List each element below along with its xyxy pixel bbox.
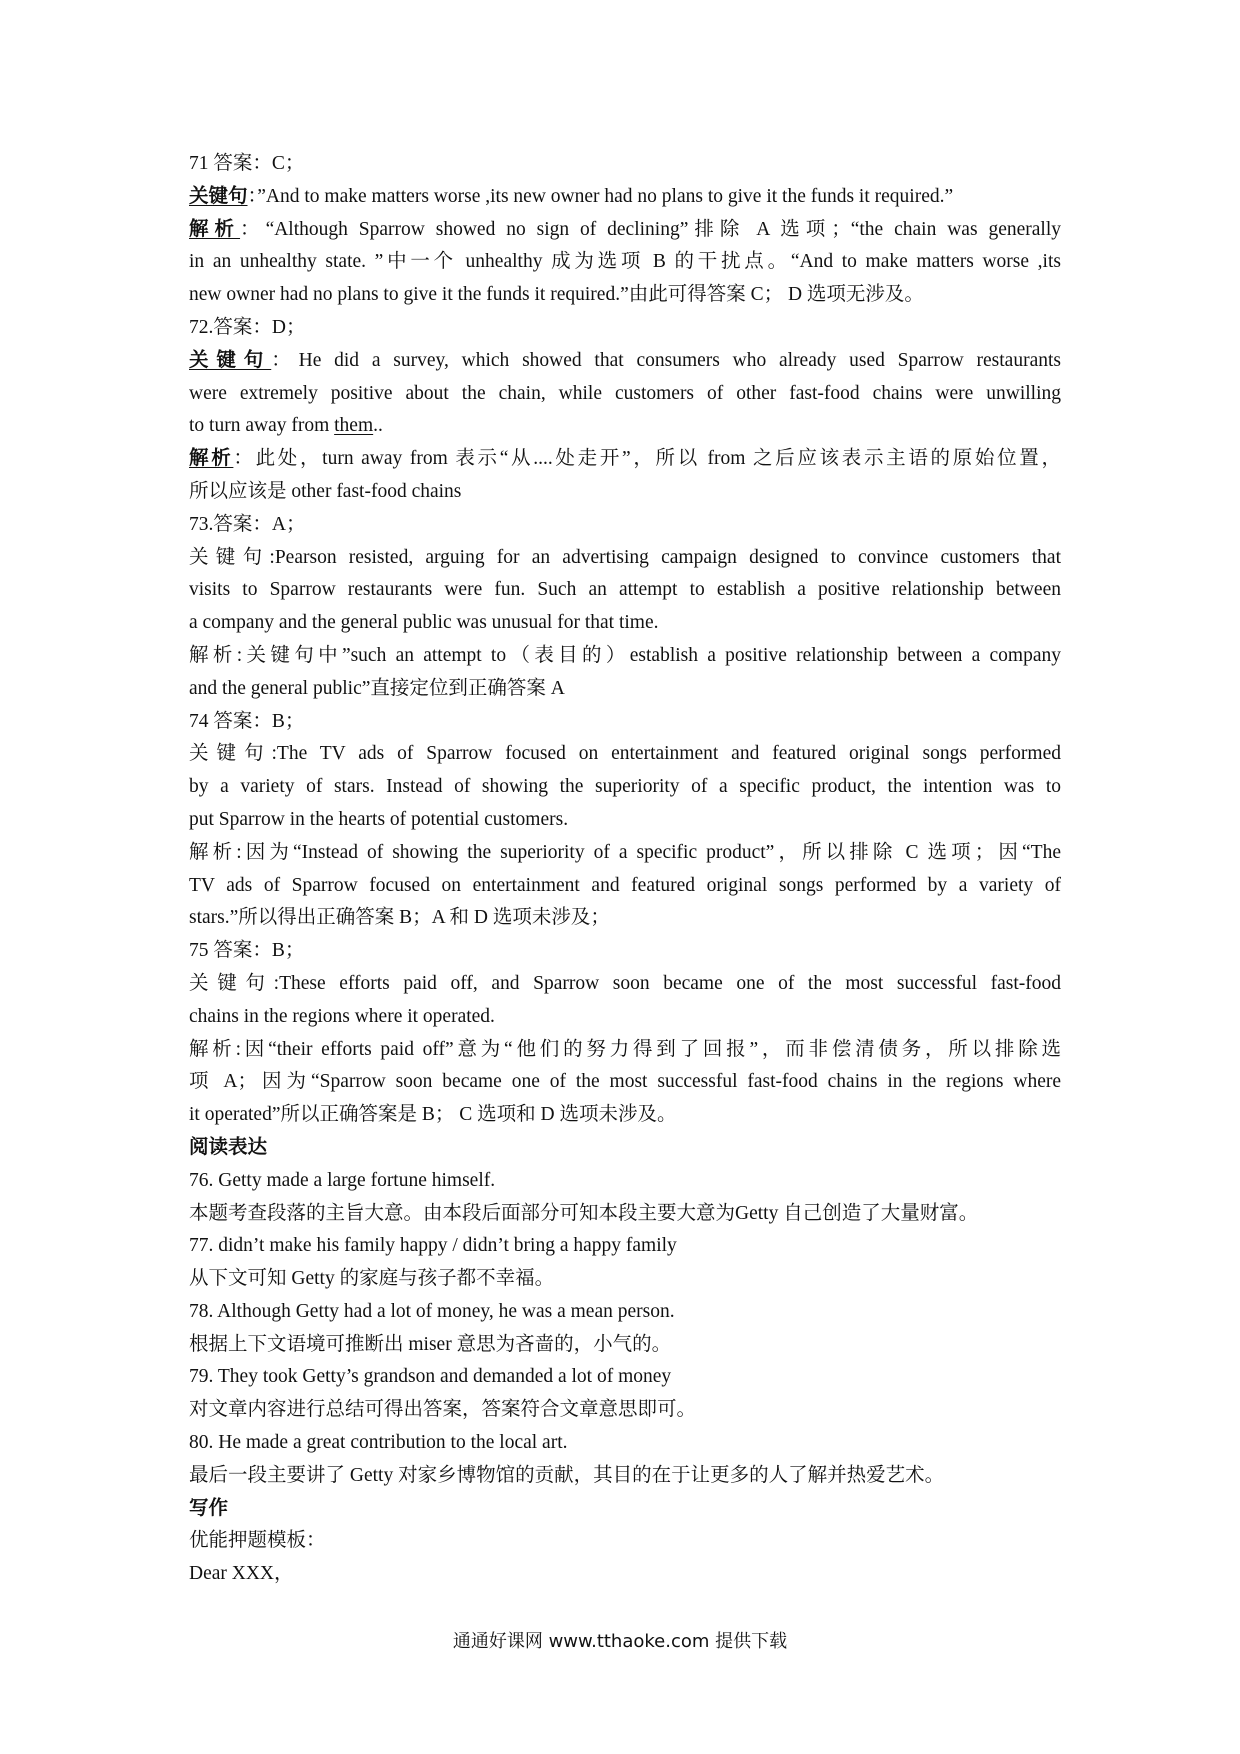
- key-sentence-label: 关键句: [189, 349, 272, 371]
- q73-key-sentence: visits to Sparrow restaurants were fun. Such an attempt to establish a positive relationship between: [189, 579, 1061, 601]
- q73-analysis-line: and the general public”直接定位到正确答案 A: [189, 677, 565, 699]
- underlined-word: them: [334, 415, 374, 437]
- q75-analysis-line: it operated”所以正确答案是 B； C 选项和 D 选项未涉及。: [189, 1104, 677, 1126]
- analysis-label: 解析: [189, 218, 241, 240]
- q71-analysis-line: 解析：“Although Sparrow showed no sign of declining”排除 A 选项；“the chain was generally: [189, 218, 1061, 240]
- q72-analysis-line: 所以应该是 other fast-food chains: [189, 480, 462, 502]
- q73-key-sentence: 关键句:Pearson resisted, arguing for an advertising campaign designed to convince customers that: [189, 546, 1061, 568]
- reading-answer: 80. He made a great contribution to the local art.: [189, 1432, 568, 1454]
- q74-analysis-line: stars.”所以得出正确答案 B；A 和 D 选项未涉及；: [189, 907, 610, 929]
- q72-key-sentence: 关键句：He did a survey, which showed that consumers who already used Sparrow restaurants: [189, 349, 1061, 371]
- reading-note: 根据上下文语境可推断出 miser 意思为吝啬的，小气的。: [189, 1333, 672, 1355]
- reading-answer: 78. Although Getty had a lot of money, he was a mean person.: [189, 1300, 675, 1322]
- reading-note: 从下文可知 Getty 的家庭与孩子都不幸福。: [189, 1268, 555, 1290]
- q74-analysis-line: 解析:因为“Instead of showing the superiority of a specific product”，所以排除 C 选项；因“The: [189, 841, 1061, 863]
- q73-analysis-line: 解析:关键句中”such an attempt to（表目的）establish a positive relationship between a company: [189, 644, 1061, 666]
- q74-key-sentence: put Sparrow in the hearts of potential customers.: [189, 808, 569, 830]
- q72-key-sentence: to turn away from them..: [189, 415, 383, 437]
- q75-answer: 75 答案：B；: [189, 940, 305, 962]
- reading-answer: 77. didn’t make his family happy / didn’t bring a happy family: [189, 1235, 677, 1257]
- reading-note: 最后一段主要讲了 Getty 对家乡博物馆的贡献，其目的在于让更多的人了解并热爱艺术。: [189, 1464, 945, 1486]
- reading-answer: 76. Getty made a large fortune himself.: [189, 1169, 496, 1191]
- q71-key-sentence: 关键句：”And to make matters worse ,its new owner had no plans to give it the funds it required.”: [189, 185, 954, 207]
- q72-answer: 72.答案：D；: [189, 316, 306, 338]
- q72-analysis-line: 解析：此处，turn away from 表示“从....处走开”，所以 from 之后应该表示主语的原始位置，: [189, 448, 1061, 470]
- q75-analysis-line: 解析:因“their efforts paid off”意为“他们的努力得到了回报”，而非偿清债务，所以排除选: [189, 1038, 1061, 1060]
- writing-heading: 写作: [189, 1497, 229, 1519]
- template-label: 优能押题模板：: [189, 1530, 326, 1552]
- q75-key-sentence: chains in the regions where it operated.: [189, 1005, 495, 1027]
- q71-answer: 71 答案：C；: [189, 153, 305, 174]
- q73-answer: 73.答案：A；: [189, 513, 306, 535]
- q75-key-sentence: 关键句:These efforts paid off, and Sparrow soon became one of the most successful fast-food: [189, 972, 1061, 994]
- reading-note: 本题考查段落的主旨大意。由本段后面部分可知本段主要大意为Getty 自己创造了大量财富。: [189, 1202, 979, 1224]
- q71-analysis-line: new owner had no plans to give it the funds it required.”由此可得答案 C； D 选项无涉及。: [189, 284, 924, 306]
- reading-note: 对文章内容进行总结可得出答案，答案符合文章意思即可。: [189, 1399, 697, 1421]
- key-sentence-label: 关键句: [189, 185, 248, 207]
- reading-answer: 79. They took Getty’s grandson and demanded a lot of money: [189, 1366, 672, 1388]
- q74-analysis-line: TV ads of Sparrow focused on entertainment and featured original songs performed by a variety of: [189, 874, 1061, 896]
- q72-key-sentence: were extremely positive about the chain, while customers of other fast-food chains were unwilling: [189, 382, 1061, 404]
- q75-analysis-line: 项 A；因为“Sparrow soon became one of the most successful fast-food chains in the regions where: [189, 1071, 1061, 1093]
- answer-key-page: [189, 148, 1061, 1591]
- letter-salutation: Dear XXX，: [189, 1563, 294, 1585]
- reading-expression-heading: 阅读表达: [189, 1136, 268, 1158]
- q74-key-sentence: by a variety of stars. Instead of showing the superiority of a specific product, the intention was to: [189, 776, 1061, 798]
- q74-answer: 74 答案：B；: [189, 710, 305, 732]
- q74-key-sentence: 关键句:The TV ads of Sparrow focused on entertainment and featured original songs performed: [189, 743, 1061, 765]
- page-footer: 通通好课网 www.tthaoke.com 提供下载: [452, 1631, 788, 1652]
- q71-analysis-line: in an unhealthy state. ”中一个 unhealthy 成为选项 B 的干扰点。“And to make matters worse ,its: [189, 251, 1061, 273]
- analysis-label: 解析: [189, 448, 234, 470]
- q73-key-sentence: a company and the general public was unusual for that time.: [189, 612, 659, 634]
